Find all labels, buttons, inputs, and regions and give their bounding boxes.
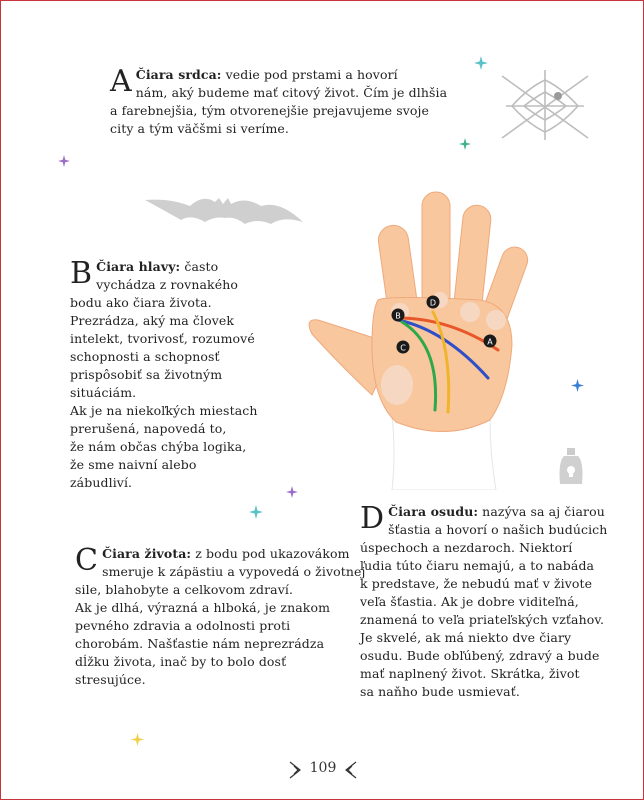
head-line-first-line: často bbox=[180, 259, 219, 274]
text-line: prerušená, napovedá to, bbox=[70, 421, 227, 436]
text-line: vychádza z rovnakého bbox=[96, 277, 238, 292]
drop-letter-a: A bbox=[110, 64, 132, 99]
label-b-text: B bbox=[395, 311, 401, 321]
star-icon bbox=[286, 486, 298, 498]
text-line: šťastia a hovorí o našich budúcich bbox=[388, 522, 608, 537]
text-line: úspechoch a nezdaroch. Niektorí bbox=[360, 540, 573, 555]
star-icon bbox=[474, 56, 488, 70]
label-d-text: D bbox=[429, 298, 437, 308]
fate-line-first-line: nazýva sa aj čiarou bbox=[478, 504, 605, 519]
text-line: znamená to veľa priateľských vzťahov. bbox=[360, 612, 605, 627]
text-line: nám, aký budeme mať citový život. Čím je dlhšia bbox=[135, 85, 448, 100]
text-line: stresujúce. bbox=[75, 672, 146, 687]
star-icon bbox=[131, 733, 144, 746]
text-line: situáciám. bbox=[70, 385, 137, 400]
text-line: sile, blahobyte a celkovom zdraví. bbox=[75, 582, 294, 597]
text-line: ľudia túto čiaru nemajú, a to nabáda bbox=[360, 558, 595, 573]
palm-label-c bbox=[397, 341, 410, 354]
text-line: k predstave, že nebudú mať v živote bbox=[360, 576, 593, 591]
palm-label-b bbox=[392, 309, 405, 322]
page-number: 109 bbox=[309, 760, 337, 776]
heart-line-title: Čiara srdca: bbox=[135, 67, 222, 82]
ornament-right-icon bbox=[344, 760, 358, 780]
star-icon bbox=[459, 138, 471, 150]
text-line: Prezrádza, aký ma človek bbox=[70, 313, 235, 328]
drop-letter-b: B bbox=[70, 256, 93, 291]
star-icon bbox=[58, 155, 70, 167]
text-line: dĺžku života, inač by to bolo dosť bbox=[75, 654, 287, 669]
section-fate-line bbox=[360, 501, 608, 701]
text-line: Ak je dlhá, výrazná a hlboká, je znakom bbox=[75, 600, 331, 615]
life-line-title: Čiara života: bbox=[102, 546, 192, 561]
label-a-text: A bbox=[487, 337, 493, 347]
text-line: sa naňho bude usmievať. bbox=[360, 684, 520, 699]
spider-web-icon bbox=[500, 68, 590, 143]
text-line: prispôsobiť sa životným bbox=[70, 367, 223, 382]
text-line: Je skvelé, ak má niekto dve čiary bbox=[360, 630, 572, 645]
text-line: pevného zdravia a odolnosti proti bbox=[75, 618, 291, 633]
text-line: intelekt, tvorivosť, rozumové bbox=[70, 331, 255, 346]
drop-letter-c: C bbox=[75, 543, 99, 578]
palm-illustration bbox=[300, 185, 540, 490]
life-line-first-line: z bodu pod ukazovákom bbox=[191, 546, 350, 561]
text-line: a farebnejšia, tým otvorenejšie prejavujeme svoje bbox=[110, 103, 430, 118]
section-life-line bbox=[75, 543, 366, 689]
text-line: že sme naivní alebo bbox=[70, 457, 197, 472]
star-icon bbox=[249, 505, 263, 519]
star-icon bbox=[571, 379, 584, 392]
drop-letter-d: D bbox=[360, 501, 385, 536]
page-number-block bbox=[288, 758, 358, 784]
head-line-title: Čiara hlavy: bbox=[96, 259, 181, 274]
fate-line-title: Čiara osudu: bbox=[388, 504, 479, 519]
text-line: zábudliví. bbox=[70, 475, 133, 490]
bat-icon bbox=[145, 192, 305, 234]
poison-bottle-icon bbox=[556, 446, 586, 486]
heart-line-first-line: vedie pod prstami a hovorí bbox=[221, 67, 398, 82]
section-head-line bbox=[70, 258, 258, 492]
text-line: mať naplnený život. Skrátka, život bbox=[360, 666, 580, 681]
label-c-text: C bbox=[400, 343, 406, 353]
text-line: smeruje k zápästiu a vypovedá o životnej bbox=[102, 564, 366, 579]
text-line: osudu. Bude obľúbený, zdravý a bude bbox=[360, 648, 600, 663]
text-line: veľa šťastia. Ak je dobre viditeľná, bbox=[360, 594, 579, 609]
palm-label-d bbox=[427, 296, 440, 309]
text-line: city a tým väčšmi si veríme. bbox=[110, 121, 289, 136]
text-line: že nám občas chýba logika, bbox=[70, 439, 247, 454]
text-line: bodu ako čiara života. bbox=[70, 295, 212, 310]
text-line: schopnosti a schopnosť bbox=[70, 349, 220, 364]
text-line: chorobám. Našťastie nám neprezrádza bbox=[75, 636, 325, 651]
palm-label-a bbox=[484, 335, 497, 348]
text-line: Ak je na niekoľkých miestach bbox=[70, 403, 258, 418]
section-heart-line bbox=[110, 64, 448, 138]
